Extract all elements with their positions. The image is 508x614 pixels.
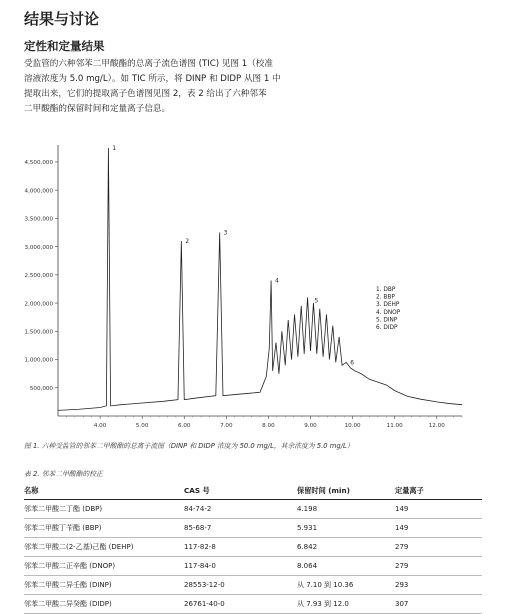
cell-name: 邻苯二甲酸丁苄酯 (BBP) <box>24 519 184 538</box>
cell-ion: 279 <box>395 538 482 557</box>
legend-item: 6. DIDP <box>376 325 398 331</box>
cell-retention: 6.842 <box>297 538 395 557</box>
x-tick-label: 11.00 <box>386 423 403 429</box>
peak-label: 4 <box>275 278 279 285</box>
table-row <box>24 538 482 557</box>
y-tick-label: 4,000,000 <box>24 188 53 195</box>
legend-item: 1. DBP <box>376 287 396 293</box>
y-tick-label: 4,500,000 <box>24 160 53 167</box>
tic-chromatogram <box>0 140 508 435</box>
cell-name: 邻苯二甲酸二正辛酯 (DNOP) <box>24 557 184 576</box>
cell-ion: 149 <box>395 500 482 519</box>
legend-item: 2. BBP <box>376 294 395 301</box>
y-tick-label: 500,000 <box>29 385 53 392</box>
table-row <box>24 557 482 576</box>
cell-ion: 279 <box>395 557 482 576</box>
y-tick-label: 2,500,000 <box>24 273 53 280</box>
x-tick-label: 9.00 <box>304 423 317 429</box>
cell-name: 邻苯二甲酸二异癸酯 (DIDP) <box>24 595 184 614</box>
x-tick-label: 5.00 <box>135 423 149 429</box>
y-tick-label: 3,500,000 <box>24 216 53 223</box>
col-header-cas: CAS 号 <box>184 483 297 500</box>
paragraph-line: 提取出来，它们的提取离子色谱图见图 2，表 2 给出了六种邻苯 <box>24 89 267 99</box>
col-header-name: 名称 <box>24 483 184 500</box>
cell-name: 邻苯二甲酸二丁酯 (DBP) <box>24 500 184 519</box>
legend-item: 3. DEHP <box>376 302 400 309</box>
y-tick-label: 1,000,000 <box>24 357 53 364</box>
table-row <box>24 595 482 614</box>
cell-retention: 从 7.93 到 12.0 <box>297 595 395 614</box>
cell-cas: 26761-40-0 <box>184 595 297 614</box>
cell-retention: 5.931 <box>297 519 395 538</box>
cell-ion: 307 <box>395 595 482 614</box>
paragraph-line: 二甲酸酯的保留时间和定量离子信息。 <box>24 104 171 114</box>
table-header-row <box>24 483 482 500</box>
cell-ion: 293 <box>395 576 482 595</box>
x-tick-label: 4.00 <box>93 423 107 429</box>
peak-label: 1 <box>112 145 117 152</box>
legend-item: 4. DNOP <box>376 309 401 316</box>
section-subheading: 定性和定量结果 <box>24 39 105 53</box>
cell-retention: 从 7.10 到 10.36 <box>297 576 395 595</box>
x-tick-label: 10.00 <box>344 423 361 429</box>
paragraph-line: 溶液浓度为 5.0 mg/L）。如 TIC 所示，将 DINP 和 DIDP 从图 1 中 <box>24 74 281 84</box>
legend-item: 5. DINP <box>376 317 398 324</box>
col-header-retention: 保留时间 (min) <box>297 483 395 500</box>
y-tick-label: 3,000,000 <box>24 244 53 251</box>
cell-cas: 117-82-8 <box>184 538 297 557</box>
cell-name: 邻苯二甲酸二异壬酯 (DINP) <box>24 576 184 595</box>
cell-ion: 149 <box>395 519 482 538</box>
chart-axes <box>58 145 462 416</box>
peak-label: 5 <box>314 298 319 305</box>
tic-trace <box>58 145 462 411</box>
cell-retention: 4.198 <box>297 500 395 519</box>
cell-cas: 117-84-0 <box>184 557 297 576</box>
table-row <box>24 576 482 595</box>
cell-cas: 28553-12-0 <box>184 576 297 595</box>
paragraph-line: 受监管的六种邻苯二甲酸酯的总离子流色谱图 (TIC) 见图 1（校准 <box>24 59 273 69</box>
col-header-ion: 定量离子 <box>395 483 482 500</box>
chart-ticks <box>25 160 462 429</box>
peak-label: 6 <box>350 360 354 367</box>
cell-cas: 84-74-2 <box>184 500 297 519</box>
peak-label: 3 <box>223 230 228 237</box>
y-tick-label: 1,500,000 <box>24 329 53 336</box>
y-tick-label: 2,000,000 <box>24 301 53 308</box>
x-tick-label: 7.00 <box>220 423 233 429</box>
table-row <box>24 500 482 519</box>
chart-legend <box>376 287 401 331</box>
table-caption: 表 2. 邻苯二甲酸酯的校正 <box>24 470 103 478</box>
calibration-table <box>24 483 482 614</box>
cell-retention: 8.064 <box>297 557 395 576</box>
table-row <box>24 519 482 538</box>
body-paragraph <box>24 57 289 117</box>
section-heading: 结果与讨论 <box>24 10 100 28</box>
x-tick-label: 8.00 <box>262 423 275 429</box>
x-tick-label: 12.00 <box>428 423 445 429</box>
peak-label: 2 <box>185 238 190 245</box>
figure-caption: 图 1. 六种受监管的邻苯二甲酸酯的总离子流图（DINP 和 DIDP 浓度为 50.0 mg/L，其余浓度为 5.0 mg/L） <box>24 442 354 450</box>
cell-name: 邻苯二甲酸二(2-乙基)己酯 (DEHP) <box>24 538 184 557</box>
cell-cas: 85-68-7 <box>184 519 297 538</box>
x-tick-label: 6.00 <box>178 423 191 429</box>
